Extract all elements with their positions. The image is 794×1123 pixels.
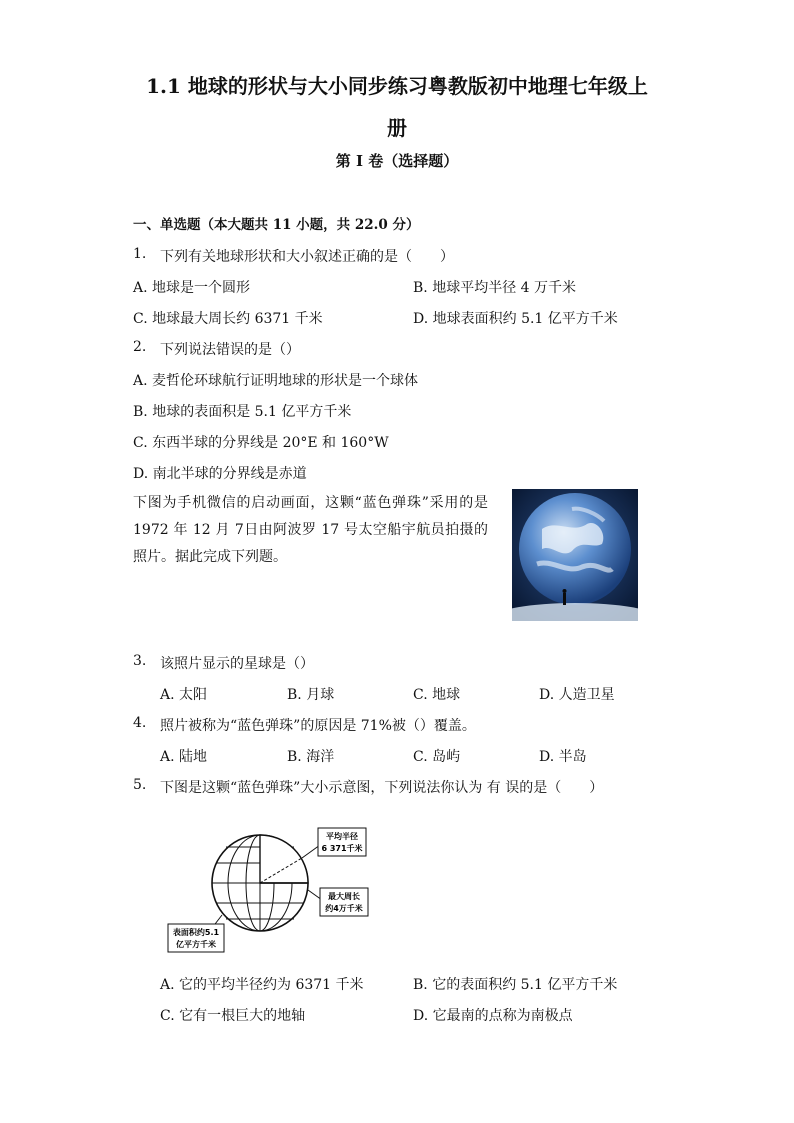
- section-heading: 一、单选题（本大题共 11 小题，共 22.0 分）: [133, 217, 420, 233]
- q4-stem: 照片被称为“蓝色弹珠”的原因是 71%被（）覆盖。: [160, 718, 476, 734]
- document-title-line1: 1.1 地球的形状与大小同步练习粤教版初中地理七年级上: [146, 74, 648, 98]
- q5-option-c: C. 它有一根巨大的地轴: [160, 1008, 306, 1024]
- q5-option-a: A. 它的平均半径约为 6371 千米: [160, 977, 364, 993]
- q3-stem: 该照片显示的星球是（）: [160, 656, 314, 672]
- q5-number: 5.: [133, 777, 147, 793]
- q3-option-c: C. 地球: [413, 687, 461, 703]
- q1-option-d: D. 地球表面积约 5.1 亿平方千米: [413, 311, 618, 327]
- q5-stem: 下图是这颗“蓝色弹珠”大小示意图，下列说法你认为 有 误的是（ ）: [160, 780, 604, 796]
- q1-number: 1.: [133, 246, 147, 262]
- q2-option-a: A. 麦哲伦环球航行证明地球的形状是一个球体: [133, 373, 419, 389]
- globe-icon: [160, 820, 400, 955]
- q3-option-d: D. 人造卫星: [539, 687, 615, 703]
- q1-stem: 下列有关地球形状和大小叙述正确的是（ ）: [160, 249, 454, 265]
- q2-option-c: C. 东西半球的分界线是 20°E 和 160°W: [133, 435, 389, 451]
- circumference-label-1: 最大周长: [328, 892, 360, 901]
- q4-option-b: B. 海洋: [287, 749, 335, 765]
- q2-option-d: D. 南北半球的分界线是赤道: [133, 466, 307, 482]
- globe-size-diagram: [160, 820, 400, 955]
- q3-number: 3.: [133, 653, 147, 669]
- q1-option-b: B. 地球平均半径 4 万千米: [413, 280, 576, 296]
- q2-stem: 下列说法错误的是（）: [160, 342, 300, 358]
- blue-marble-photo: [512, 489, 638, 621]
- reading-intro: 下图为手机微信的启动画面，这颗“蓝色弹珠”采用的是1972 年 12 月 7日由阿波罗 17 号太空船宇航员拍摄的照片。据此完成下列题。: [133, 495, 488, 565]
- area-label-2: 亿平方千米: [176, 940, 216, 949]
- q2-option-b: B. 地球的表面积是 5.1 亿平方千米: [133, 404, 352, 420]
- circumference-label-2: 约4万千米: [325, 904, 363, 913]
- area-label-1: 表面积约5.1: [172, 928, 220, 937]
- earth-icon: [512, 489, 638, 621]
- q3-option-a: A. 太阳: [160, 687, 208, 703]
- q1-option-a: A. 地球是一个圆形: [133, 280, 251, 296]
- q3-option-b: B. 月球: [287, 687, 335, 703]
- q4-option-a: A. 陆地: [160, 749, 208, 765]
- radius-label-2: 6 371千米: [321, 844, 363, 853]
- q1-option-c: C. 地球最大周长约 6371 千米: [133, 311, 323, 327]
- volume-heading: 第 I 卷（选择题）: [335, 152, 459, 170]
- q4-number: 4.: [133, 715, 147, 731]
- q5-option-b: B. 它的表面积约 5.1 亿平方千米: [413, 977, 618, 993]
- q4-option-c: C. 岛屿: [413, 749, 461, 765]
- q5-option-d: D. 它最南的点称为南极点: [413, 1008, 573, 1024]
- radius-label-1: 平均半径: [326, 832, 358, 841]
- q2-number: 2.: [133, 339, 147, 355]
- document-title-line2: 册: [387, 116, 407, 140]
- q4-option-d: D. 半岛: [539, 749, 587, 765]
